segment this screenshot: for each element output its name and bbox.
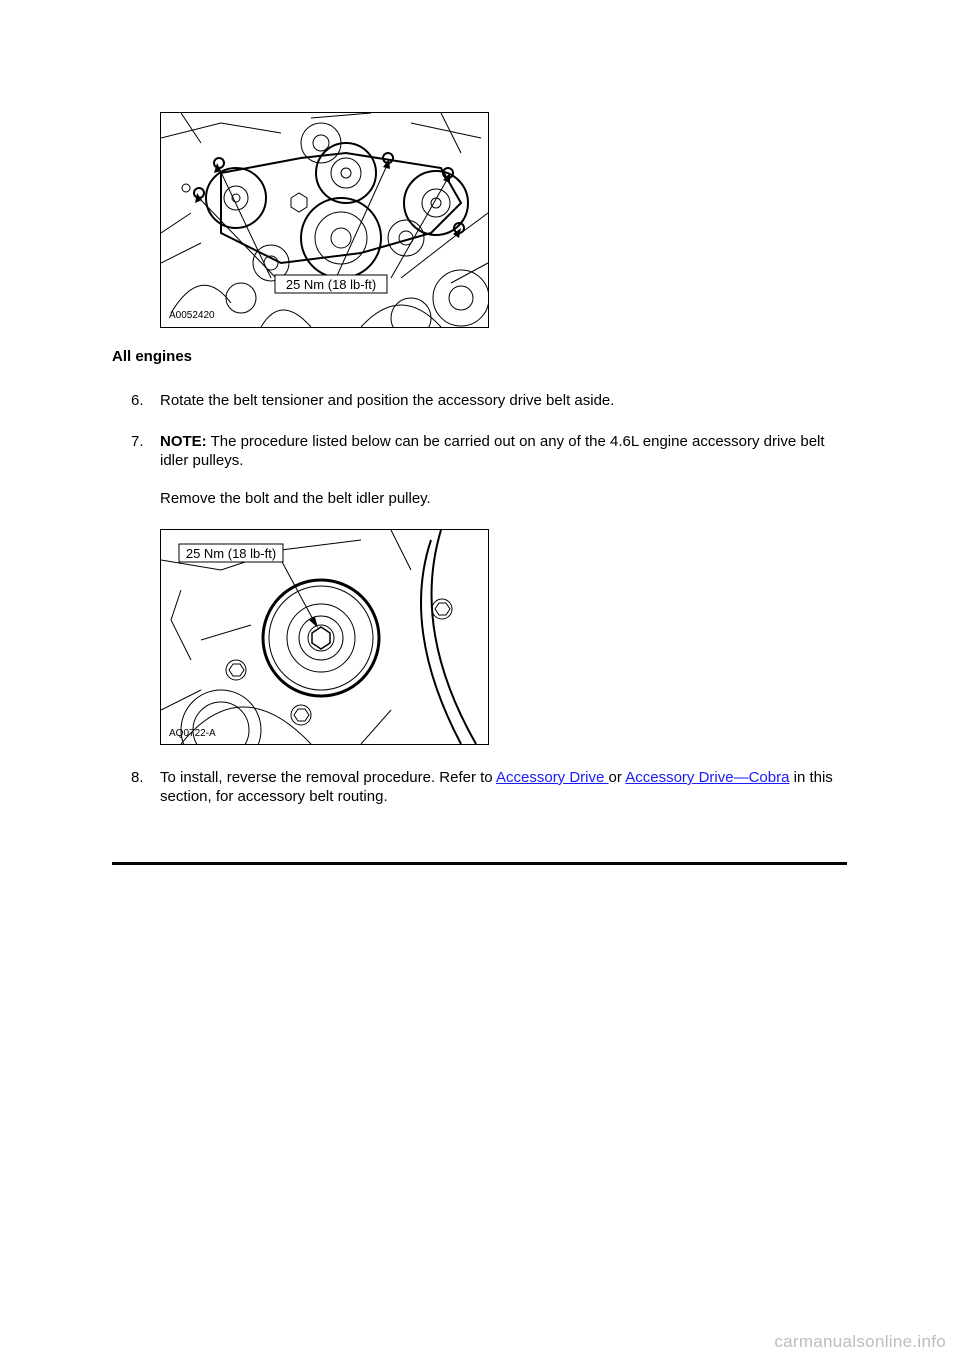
step-text-connector: or — [608, 769, 626, 786]
engine-front-illustration — [161, 113, 488, 327]
step-number: 6. — [131, 392, 144, 409]
watermark: carmanualsonline.info — [774, 1332, 946, 1351]
accessory-drive-link[interactable]: Accessory Drive — [496, 769, 609, 786]
figure-idler-pulley — [160, 529, 489, 745]
figure-accessory-drive-overview — [160, 112, 489, 328]
accessory-drive-cobra-link[interactable]: Accessory Drive—Cobra — [625, 769, 790, 786]
step-text: Remove the bolt and the belt idler pulley. — [160, 490, 431, 507]
step-8 — [131, 768, 851, 808]
step-text: Rotate the belt tensioner and position the accessory drive belt aside. — [160, 392, 615, 409]
idler-pulley-illustration — [161, 530, 488, 744]
step-number: 7. — [131, 433, 144, 450]
section-divider — [112, 862, 847, 865]
figure-id-label: A0052420 — [169, 310, 215, 321]
figure-id-label: AQ0722-A — [169, 728, 216, 739]
note-text: The procedure listed below can be carried out on any of the 4.6L engine accessory drive belt idler pulleys. — [160, 433, 825, 469]
step-number: 8. — [131, 769, 144, 786]
torque-callout-label: 25 Nm (18 lb-ft) — [185, 546, 277, 561]
step-text-tail: in this section, for accessory belt routing. — [160, 769, 833, 805]
torque-callout-label: 25 Nm (18 lb-ft) — [285, 277, 377, 292]
section-heading: All engines — [112, 348, 193, 365]
note-label: NOTE: — [160, 433, 207, 450]
step-text: To install, reverse the removal procedure. Refer to — [160, 769, 496, 786]
